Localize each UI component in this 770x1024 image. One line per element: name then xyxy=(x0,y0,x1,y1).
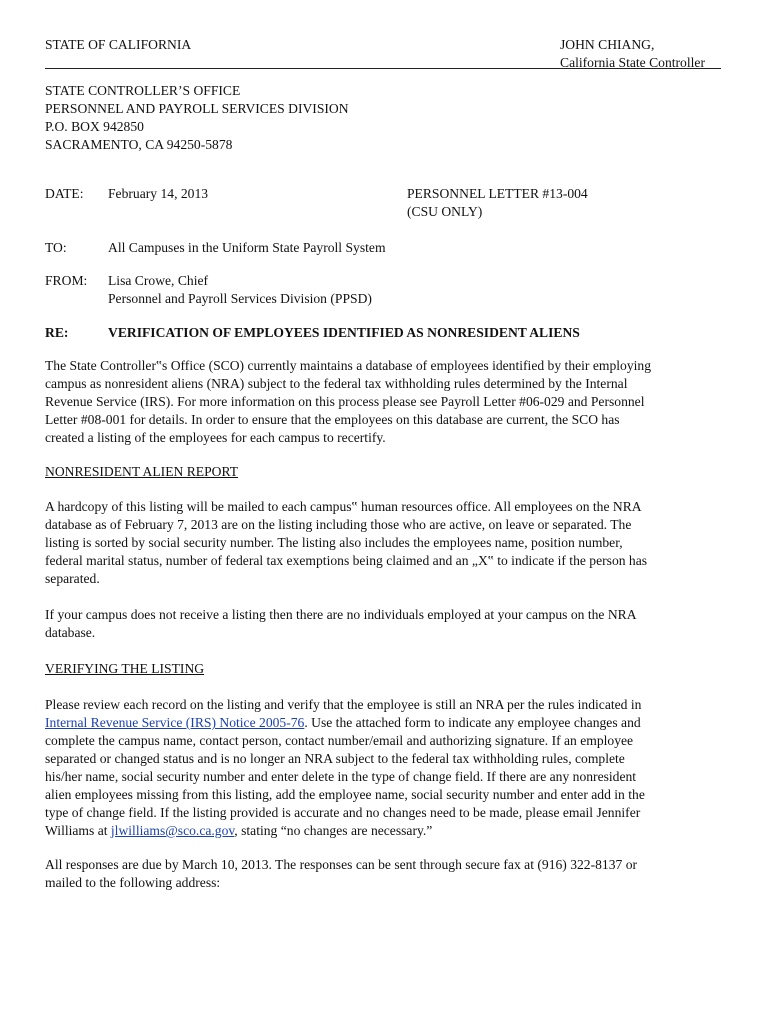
section-heading-verifying: VERIFYING THE LISTING xyxy=(45,661,205,676)
office-address xyxy=(45,82,349,154)
state-heading: STATE OF CALIFORNIA xyxy=(45,37,192,52)
paragraph-line: If your campus does not receive a listing then there are no individuals employed at your campus on the NRA xyxy=(45,607,637,622)
paragraph-line: alien employees missing from this listing, add the employee name, social security number and enter add in the xyxy=(45,787,645,802)
paragraph-line: Revenue Service (IRS). For more information on this process please see Payroll Letter #06-029 and Personnel xyxy=(45,394,645,409)
paragraph-line: All responses are due by March 10, 2013. The responses can be sent through secure fax at (916) 322-8137 or xyxy=(45,857,638,872)
letter-scope: (CSU ONLY) xyxy=(407,204,483,219)
email-prefix-text: Williams at xyxy=(45,823,111,838)
paragraph-line: Letter #08-001 for details. In order to ensure that the employees on this database are current, the SCO has xyxy=(45,412,620,427)
re-label: RE: xyxy=(45,325,69,340)
paragraph-line: campus as nonresident aliens (NRA) subject to the federal tax withholding rules determined by the Internal xyxy=(45,376,628,391)
paragraph-line: A hardcopy of this listing will be mailed to each campus‟ human resources office. All employees on the NRA xyxy=(45,499,642,514)
from-label: FROM: xyxy=(45,273,88,288)
office-line: STATE CONTROLLER’S OFFICE xyxy=(45,83,241,98)
paragraph-line: database as of February 7, 2013 are on the listing including those who are active, on leave or separated. The xyxy=(45,517,632,532)
paragraph-line: federal marital status, number of federal tax exemptions being claimed and an „X‟ to indicate if the person has xyxy=(45,553,648,568)
paragraph-line-with-link xyxy=(45,714,721,732)
no-listing-paragraph xyxy=(45,606,721,642)
letter-number: PERSONNEL LETTER #13-004 xyxy=(407,186,588,201)
paragraph-line: The State Controller‟s Office (SCO) currently maintains a database of employees identified by their employing xyxy=(45,358,652,373)
from-name: Lisa Crowe, Chief xyxy=(108,273,209,288)
paragraph-line: complete the campus name, contact person, contact number/email and authorizing signature. If an employee xyxy=(45,733,634,748)
nra-report-paragraph xyxy=(45,498,721,588)
irs-notice-link[interactable]: Internal Revenue Service (IRS) Notice 2005-76 xyxy=(45,715,305,730)
paragraph-line: mailed to the following address: xyxy=(45,875,221,890)
email-suffix-text: , stating “no changes are necessary.” xyxy=(234,823,433,838)
verifying-paragraph xyxy=(45,696,721,840)
paragraph-line: type of change field. If the listing provided is accurate and no changes need to be made, please email Jennifer xyxy=(45,805,641,820)
paragraph-line: his/her name, social security number and enter delete in the type of change field. If there are any nonresident xyxy=(45,769,637,784)
paragraph-line: created a listing of the employees for each campus to recertify. xyxy=(45,430,386,445)
date-label: DATE: xyxy=(45,186,84,201)
controller-title: California State Controller xyxy=(560,55,705,70)
paragraph-line: listing is sorted by social security number. The listing also includes the employees name, position number, xyxy=(45,535,623,550)
paragraph-line: separated. xyxy=(45,571,100,586)
re-subject: VERIFICATION OF EMPLOYEES IDENTIFIED AS NONRESIDENT ALIENS xyxy=(108,325,580,340)
date-value: February 14, 2013 xyxy=(108,186,209,201)
office-line: SACRAMENTO, CA 94250-5878 xyxy=(45,137,233,152)
closing-paragraph xyxy=(45,856,721,892)
from-division: Personnel and Payroll Services Division (PPSD) xyxy=(108,291,372,306)
intro-paragraph xyxy=(45,357,721,447)
office-line: PERSONNEL AND PAYROLL SERVICES DIVISION xyxy=(45,101,349,116)
to-label: TO: xyxy=(45,240,67,255)
header-rule xyxy=(45,68,721,69)
paragraph-line: separated or changed status and is no longer an NRA subject to the federal tax withholding rules, complete xyxy=(45,751,625,766)
link-followup-text: . Use the attached form to indicate any employee changes and xyxy=(304,715,641,730)
paragraph-line: database. xyxy=(45,625,96,640)
paragraph-line: Please review each record on the listing and verify that the employee is still an NRA per the rules indicated in xyxy=(45,697,642,712)
email-link[interactable]: jlwilliams@sco.ca.gov xyxy=(110,823,235,838)
paragraph-line-with-email xyxy=(45,822,721,840)
office-line: P.O. BOX 942850 xyxy=(45,119,144,134)
section-heading-nra-report: NONRESIDENT ALIEN REPORT xyxy=(45,464,239,479)
controller-name: JOHN CHIANG, xyxy=(560,37,655,52)
to-value: All Campuses in the Uniform State Payroll System xyxy=(108,240,386,255)
